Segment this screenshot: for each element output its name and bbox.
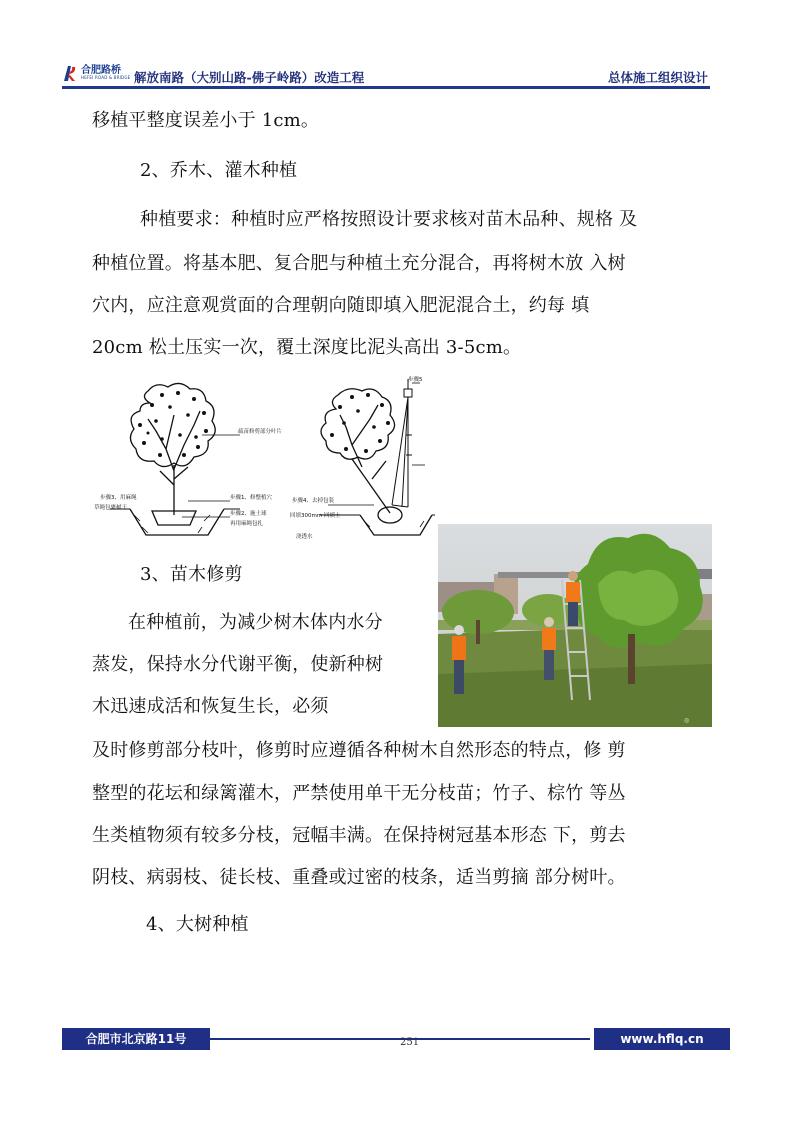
- planting-diagram: [90, 375, 435, 550]
- footer-address: 合肥市北京路11号: [62, 1028, 210, 1050]
- label-step4: 步骤4、去掉包装: [292, 498, 334, 504]
- tree-right: [320, 379, 435, 535]
- document-title: 总体施工组织设计: [607, 70, 708, 85]
- label-water: 浇透水: [296, 534, 313, 540]
- label-crown: 疏苗修剪部分叶片: [238, 429, 283, 435]
- body-line: 整型的花坛和绿篱灌木，严禁使用单干无分枝苗；竹子、棕竹 等丛: [92, 783, 626, 804]
- label-step3: 步骤3、用麻绳: [100, 495, 137, 501]
- section-heading: 3、苗木修剪: [140, 564, 243, 585]
- footer-website: www.hflq.cn: [594, 1028, 730, 1050]
- body-line: 木迅速成活和恢复生长，必须: [92, 696, 329, 717]
- label-step5: 步骤5: [408, 377, 423, 383]
- label-300: 回填300mm 回填土: [290, 513, 341, 519]
- body-line: 生类植物须有较多分枝，冠幅丰满。在保持树冠基本形态 下，剪去: [92, 825, 626, 846]
- page-number: 251: [400, 1037, 420, 1048]
- pruning-photo: [438, 524, 712, 727]
- body-line: 蒸发，保持水分代谢平衡，使新种树: [92, 654, 384, 675]
- body-line: 穴内，应注意观赏面的合理朝向随即填入肥泥混合土，约每 填: [92, 295, 590, 316]
- body-line: 种植位置。将基本肥、复合肥与种植土充分混合，再将树木放 入树: [92, 253, 626, 274]
- body-line: 种植要求：种植时应严格按照设计要求核对苗木品种、规格 及: [140, 209, 638, 230]
- logo-icon: [62, 64, 78, 82]
- svg-text:◎: ◎: [684, 717, 690, 724]
- label-step2b: 再用麻绳包扎: [230, 521, 264, 527]
- project-title: 解放南路（大别山路-佛子岭路）改造工程: [134, 70, 365, 85]
- logo-cn-text: 合肥路桥: [81, 65, 121, 76]
- label-step1: 步骤1、修整植穴: [230, 495, 272, 501]
- body-line: 及时修剪部分枝叶，修剪时应遵循各种树木自然形态的特点，修 剪: [92, 740, 626, 761]
- company-logo: [62, 64, 130, 82]
- body-line: 在种植前，为减少树木体内水分: [128, 612, 383, 633]
- body-line: 移植平整度误差小于 1cm。: [92, 110, 320, 131]
- section-heading: 4、大树种植: [146, 914, 249, 935]
- label-step2: 步骤2、施土球: [230, 511, 267, 517]
- page-footer: [62, 1028, 730, 1050]
- body-line: 20cm 松土压实一次，覆土深度比泥头高出 3-5cm。: [92, 337, 522, 358]
- label-step3b: 草绳包裹树干: [94, 505, 128, 511]
- tree-left: [110, 383, 240, 535]
- header-divider: [62, 86, 710, 89]
- logo-en-text: HEFEI ROAD & BRIDGE: [81, 75, 131, 80]
- body-line: 阴枝、病弱枝、徒长枝、重叠或过密的枝条，适当剪摘 部分树叶。: [92, 867, 626, 888]
- section-heading: 2、乔木、灌木种植: [140, 160, 298, 181]
